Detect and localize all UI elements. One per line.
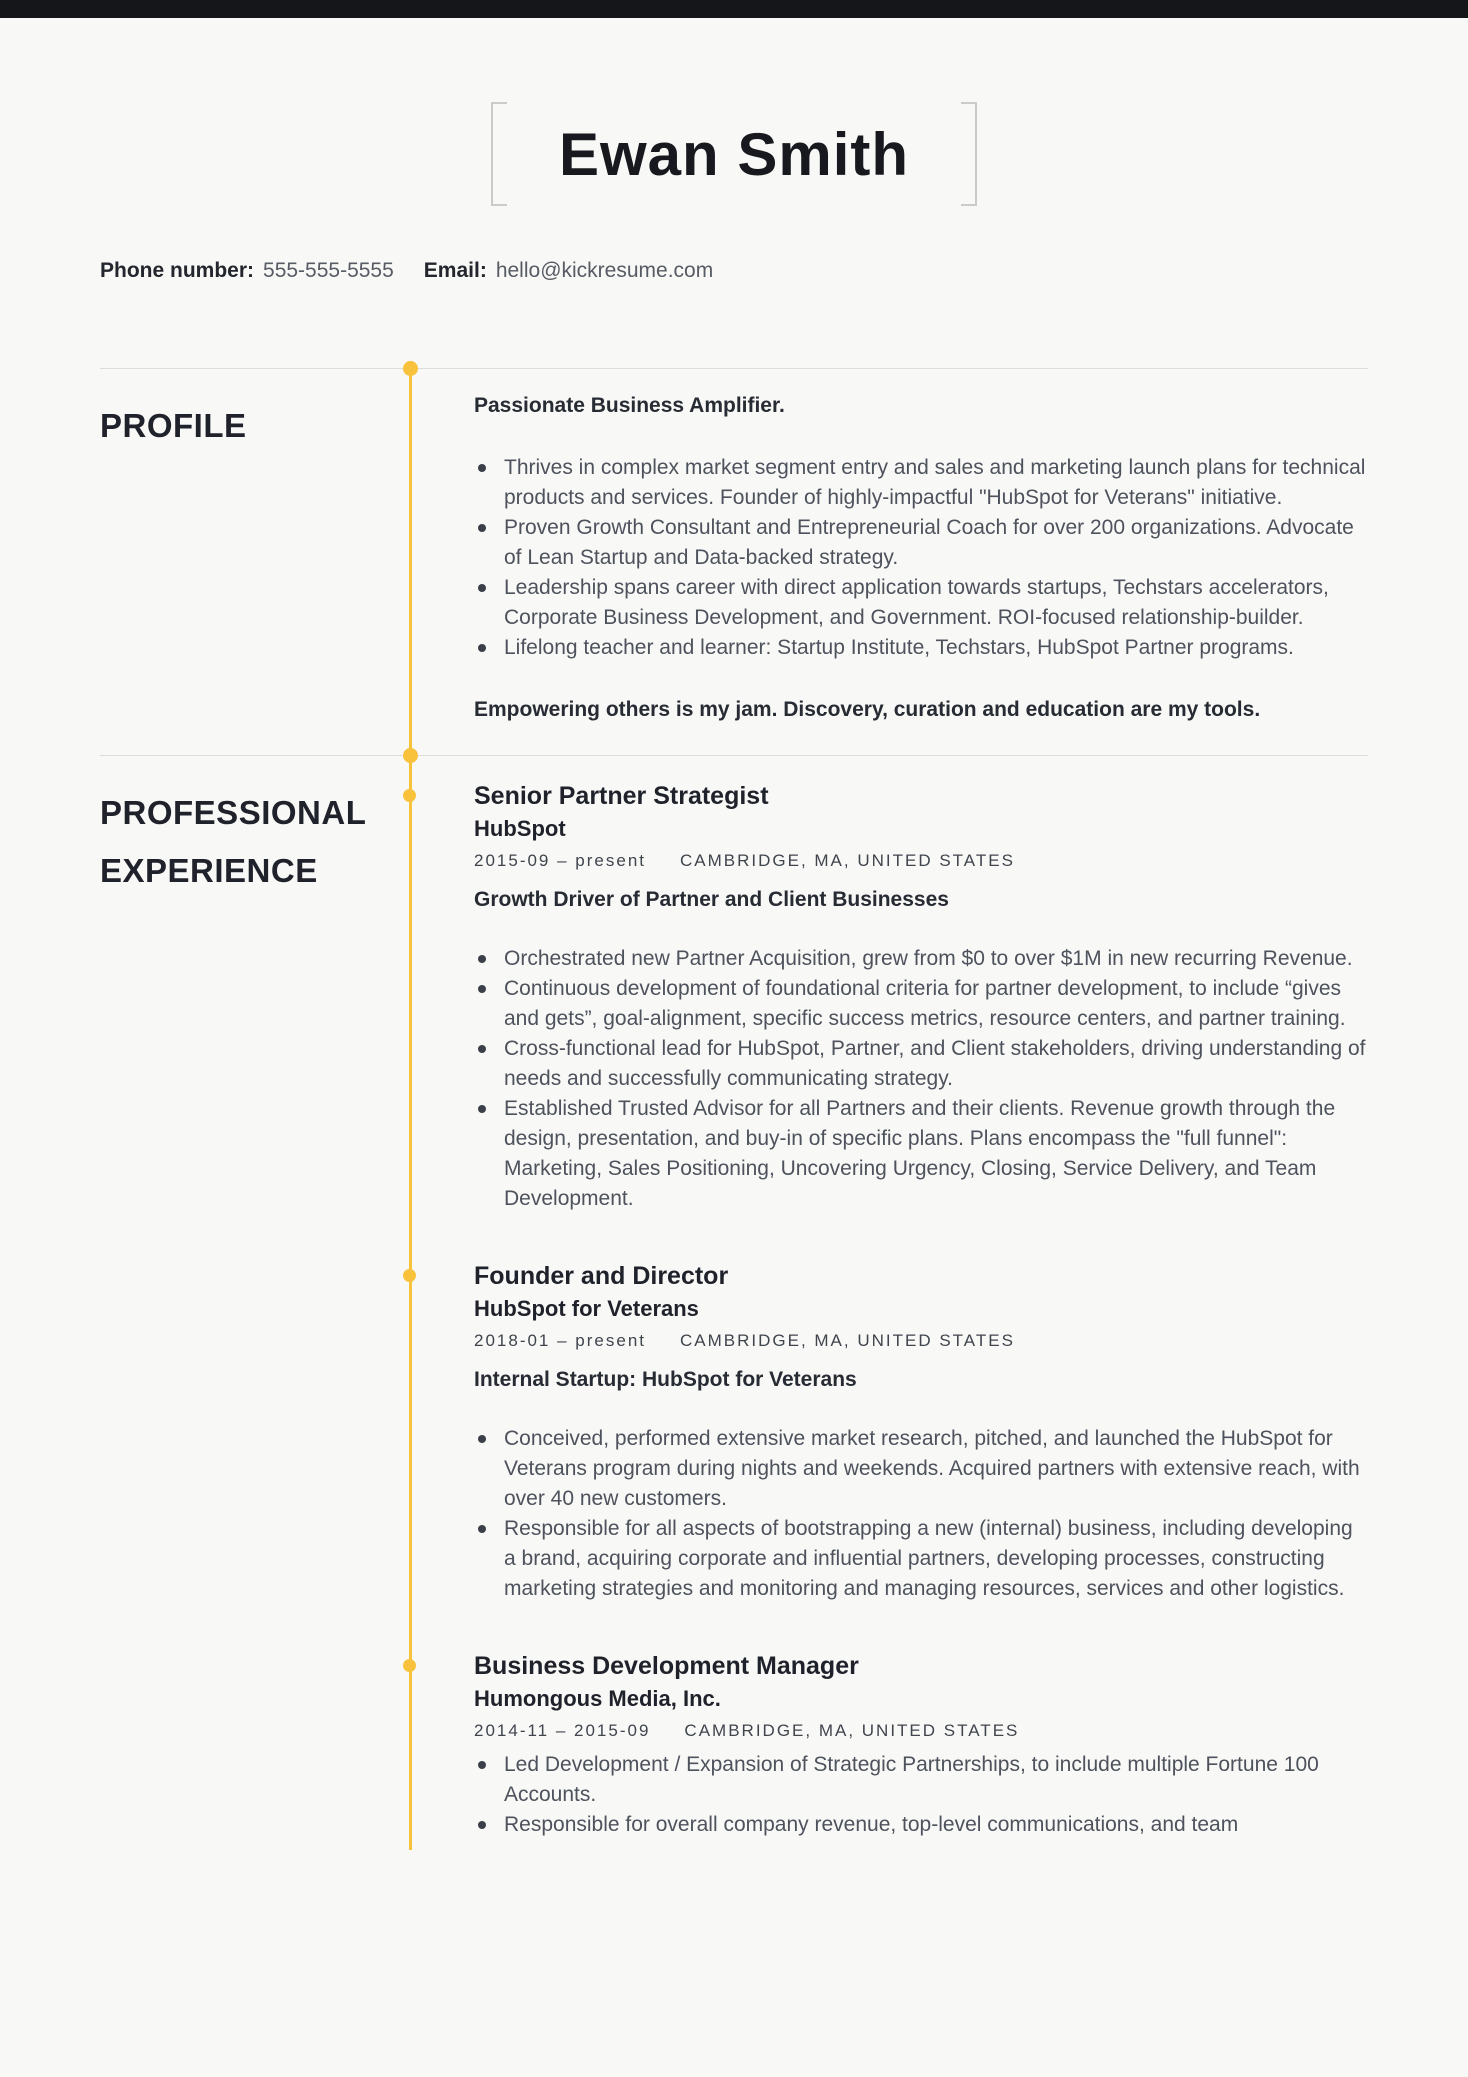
job-bullet-list <box>474 1750 1368 1840</box>
job-title: Founder and Director <box>474 1262 729 1290</box>
timeline-dot <box>403 789 416 802</box>
profile-closing: Empowering others is my jam. Discovery, curation and education are my tools. <box>474 698 1261 721</box>
profile-heading: PROFILE <box>100 407 247 444</box>
email-pair <box>424 260 713 282</box>
job-location: CAMBRIDGE, MA, UNITED STATES <box>680 1331 1015 1350</box>
job-entry <box>474 780 1368 1214</box>
phone-value: 555-555-5555 <box>263 259 394 282</box>
sections <box>100 368 1368 1850</box>
timeline-dot <box>403 1269 416 1282</box>
job-bullet: Orchestrated new Partner Acquisition, grew from $0 to over $1M in new recurring Revenue. <box>474 944 1368 974</box>
job-location: CAMBRIDGE, MA, UNITED STATES <box>680 851 1015 870</box>
job-meta <box>474 1720 1368 1742</box>
job-meta <box>474 850 1368 872</box>
job-company: Humongous Media, Inc. <box>474 1686 721 1711</box>
job-entry <box>474 1260 1368 1604</box>
experience-heading-line1: PROFESSIONAL <box>100 794 367 831</box>
job-bullet: Conceived, performed extensive market research, pitched, and launched the HubSpot for Veterans program during nights and weekends. Acquired partners with extensive reach, with over 40 new customers. <box>474 1424 1368 1514</box>
profile-content <box>474 369 1368 725</box>
job-bullet-list <box>474 1424 1368 1604</box>
timeline-dot <box>403 748 418 763</box>
job-entry <box>474 1650 1368 1840</box>
job-company: HubSpot for Veterans <box>474 1296 699 1321</box>
phone-pair <box>100 260 394 282</box>
profile-bullet: Leadership spans career with direct application towards startups, Techstars accelerators, Corporate Business Development, and Government. ROI-focused relationship-builder. <box>474 573 1368 633</box>
profile-section <box>100 368 1368 755</box>
experience-heading-line2: EXPERIENCE <box>100 852 318 889</box>
job-title: Senior Partner Strategist <box>474 782 769 810</box>
top-accent-bar <box>0 0 1468 18</box>
job-dates: 2015-09 – present <box>474 851 646 870</box>
timeline-dot <box>403 361 418 376</box>
profile-bullet: Thrives in complex market segment entry and sales and marketing launch plans for technical products and services. Founder of highly-impactful "HubSpot for Veterans" initiative. <box>474 453 1368 513</box>
name-bracket-left-icon <box>491 102 507 206</box>
job-bullet: Established Trusted Advisor for all Partners and their clients. Revenue growth through the design, presentation, and buy-in of specific plans. Plans encompass the "full funnel": Marketing, Sales Positioning, Uncovering Urgency, Closing, Service Delivery, and Team Development. <box>474 1094 1368 1214</box>
profile-bullet-list <box>474 453 1368 663</box>
profile-bullet: Proven Growth Consultant and Entrepreneurial Coach for over 200 organizations. Advocate of Lean Startup and Data-backed strategy. <box>474 513 1368 573</box>
job-bullet: Continuous development of foundational criteria for partner development, to include “gives and gets”, goal-alignment, specific success metrics, resource centers, and partner training. <box>474 974 1368 1034</box>
phone-label: Phone number: <box>100 259 255 282</box>
candidate-name: Ewan Smith <box>558 120 910 188</box>
job-dates: 2018-01 – present <box>474 1331 646 1350</box>
email-value: hello@kickresume.com <box>495 259 714 282</box>
name-bracket-right-icon <box>961 102 977 206</box>
job-bullet: Responsible for all aspects of bootstrapping a new (internal) business, including developing a brand, acquiring corporate and influential partners, developing processes, constructing marketing strategies and monitoring and managing resources, services and other logistics. <box>474 1514 1368 1604</box>
jobs <box>474 756 1368 1840</box>
header <box>0 102 1468 206</box>
job-bullet-list <box>474 944 1368 1214</box>
job-dates: 2014-11 – 2015-09 <box>474 1721 651 1740</box>
job-bullet: Responsible for overall company revenue, top-level communications, and team <box>474 1810 1368 1840</box>
job-meta <box>474 1330 1368 1352</box>
timeline-dot <box>403 1659 416 1672</box>
job-bullet: Led Development / Expansion of Strategic Partnerships, to include multiple Fortune 100 Accounts. <box>474 1750 1368 1810</box>
job-subtitle: Growth Driver of Partner and Client Businesses <box>474 888 949 911</box>
profile-lead: Passionate Business Amplifier. <box>474 394 785 417</box>
job-title: Business Development Manager <box>474 1652 859 1680</box>
contact-line <box>100 260 1368 282</box>
experience-section <box>100 755 1368 1850</box>
job-bullet: Cross-functional lead for HubSpot, Partner, and Client stakeholders, driving understanding of needs and successfully communicating strategy. <box>474 1034 1368 1094</box>
experience-heading <box>100 784 410 1840</box>
profile-bullet: Lifelong teacher and learner: Startup Institute, Techstars, HubSpot Partner programs. <box>474 633 1368 663</box>
job-company: HubSpot <box>474 816 566 841</box>
job-location: CAMBRIDGE, MA, UNITED STATES <box>684 1721 1020 1740</box>
email-label: Email: <box>423 259 487 282</box>
job-subtitle: Internal Startup: HubSpot for Veterans <box>474 1368 857 1391</box>
